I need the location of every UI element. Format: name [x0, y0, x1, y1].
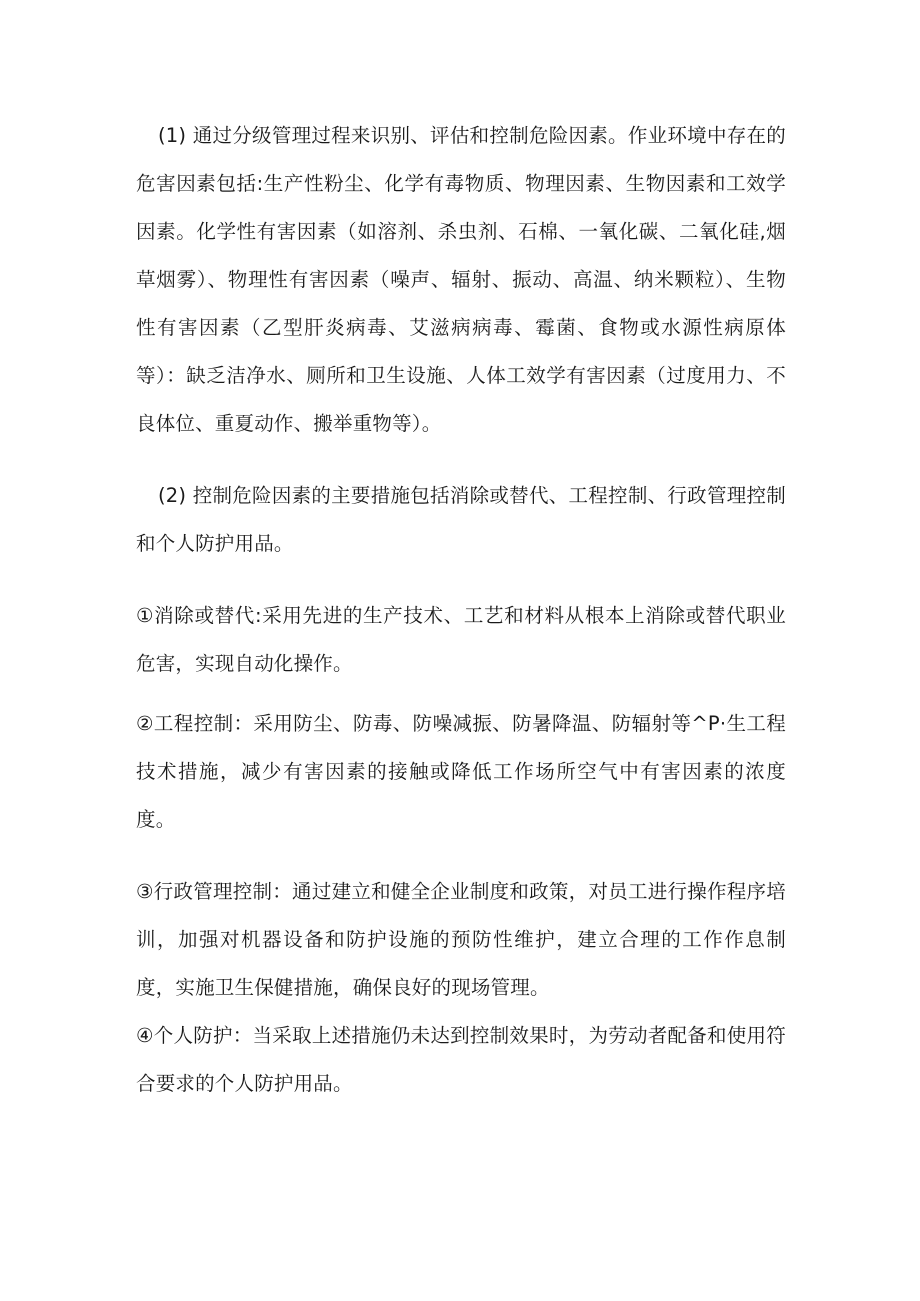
paragraph-control-measures: (2) 控制危险因素的主要措施包括消除或替代、工程控制、行政管理控制和个人防护用品。: [136, 484, 786, 555]
paragraph-administrative-control: ③行政管理控制：通过建立和健全企业制度和政策，对员工进行操作程序培训，加强对机器设备和防护设施的预防性维护，建立合理的工作作息制度，实施卫生保健措施，确保良好的现场管理。: [136, 880, 786, 999]
paragraph-elimination-substitution: ①消除或替代:采用先进的生产技术、工艺和材料从根本上消除或替代职业危害，实现自动化操作。: [136, 604, 786, 675]
paragraph-engineering-control: ②工程控制：采用防尘、防毒、防噪减振、防暑降温、防辐射等^P·生工程技术措施，减少有害因素的接触或降低工作场所空气中有害因素的浓度度。: [136, 712, 786, 831]
paragraph-personal-protection: ④个人防护：当采取上述措施仍未达到控制效果时，为劳动者配备和使用符合要求的个人防护用品。: [136, 1024, 786, 1095]
paragraph-hazard-factors: (1) 通过分级管理过程来识别、评估和控制危险因素。作业环境中存在的危害因素包括:生产性粉尘、化学有毒物质、物理因素、生物因素和工效学因素。化学性有害因素（如溶剂、杀虫剂、石棉、一氧化碳、二氧化硅,烟草烟雾）、物理性有害因素（噪声、辐射、振动、高温、纳米颗粒）、生物性有害因素（乙型肝炎病毒、艾滋病病毒、霉菌、食物或水源性病原体等）：缺乏洁净水、厕所和卫生设施、人体工效学有害因素（过度用力、不良体位、重夏动作、搬举重物等）。: [136, 124, 786, 435]
